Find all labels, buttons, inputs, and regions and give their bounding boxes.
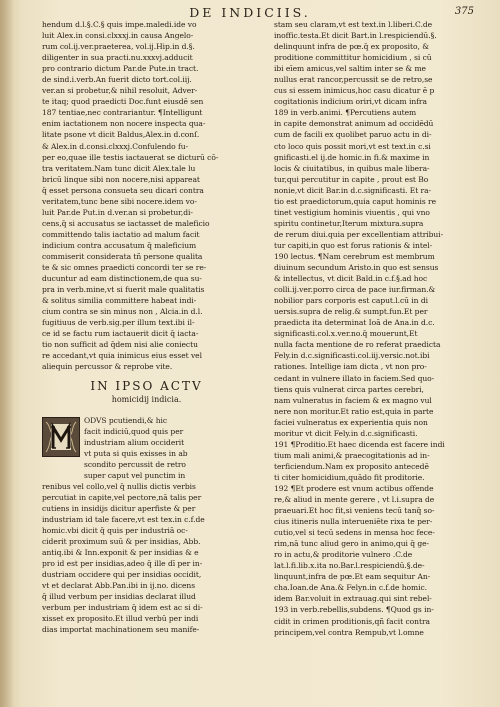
text-line: percutiat in capite,vel pectore,nā talis per <box>42 492 202 502</box>
text-line: nulla facta mentione de ro referat praedicta <box>274 340 441 350</box>
left-column-text-top <box>42 19 251 373</box>
text-line: scondito percussit de retro <box>84 459 186 469</box>
text-line: 189 in verb.animi. ¶Percutiens autem <box>274 108 417 118</box>
text-line: tio non sufficit ad q̄dem nisi alie coniectu <box>42 340 198 350</box>
text-line: gnificasti.el ij.de homic.in fi.& maxime in <box>274 152 430 162</box>
text-line: hendum d.l.§.C.§ quis impe.maledi.ide vo <box>42 20 197 29</box>
text-line: idem Bar.voluit in extrauag.qui sint rebel- <box>274 594 432 604</box>
text-line: diuinum secundum Aristo.in quo est sensus <box>274 263 439 273</box>
initial-letter-m-icon <box>43 418 79 456</box>
decorated-initial-m-icon <box>42 417 80 457</box>
running-head <box>0 4 500 20</box>
text-line: nam vulneratus in faciem & ex magno vul <box>274 395 432 405</box>
text-line: 187 tentiae,nec contrariantur. ¶Intelligunt <box>42 108 203 118</box>
text-line: 191 ¶Proditio.Et haec dicenda est facere indi <box>274 439 445 449</box>
text-line: re accedant,vt quia inimicus eius esset vel <box>42 351 202 361</box>
text-line: & solitus similia committere habeat indi- <box>42 296 197 306</box>
text-line: renibus vel collo,vel q̄ nullis dictis verbis <box>42 481 196 491</box>
text-line: de rerum diui.quia per excellentiam attribui- <box>274 229 444 239</box>
text-line: per eo,quae ille testis iactauerat se dicturū cō- <box>42 152 219 162</box>
text-line: q̄ esset persona consueta seu dicari contra <box>42 185 204 195</box>
text-line: re,& aliud in mente gerere , vt l.i.supra de <box>274 495 435 505</box>
text-line: tinet vestigium hominis viuentis , qui vno <box>274 207 430 217</box>
text-line: ducuntur ad eam distinctionem,de qua su- <box>42 274 202 284</box>
running-title: DE INDICIIS. <box>189 5 311 20</box>
left-column <box>42 19 251 635</box>
text-line: super caput vel punctim in <box>84 470 186 480</box>
text-line: vt puta si quis exisses in ab <box>84 448 188 458</box>
text-line: moritur vt dicit Fely.in d.c.significasti. <box>274 428 418 438</box>
text-line: delinquunt infra de pœ.q̄ ex proposito, & <box>274 42 429 52</box>
text-line: terficiendum.Nam ex proposito antecedē <box>274 461 429 471</box>
section-heading: IN IPSO ACTV <box>90 378 203 393</box>
text-line: cto loco quis possit mori,vt est text.in c.si <box>274 141 431 151</box>
text-line: ver.an si probetur,& nihil resoluit, Adver- <box>42 86 198 96</box>
text-line: ce id se factu rum iactauerit dicit q̄ iacta- <box>42 329 199 339</box>
text-line: significasti.col.x.ver.no.q̄ mouerunt,Et <box>274 329 418 339</box>
text-line: committendo talis iactatio ad malum facit <box>42 229 200 239</box>
text-line: & Alex.in d.consi.clxxxj.Confulendo fu- <box>42 141 189 151</box>
text-line: ODVS pcutiendi,& hic <box>84 415 168 425</box>
gutter-shadow <box>0 0 14 707</box>
text-line: uersis.supra de relig.& sumpt.fun.Et per <box>274 307 428 317</box>
text-line: tra veritatem.Nam tunc dicit Alex.tale lu <box>42 163 196 173</box>
text-line: nere non moritur.Et ratio est,quia in parte <box>274 406 434 416</box>
text-line: cha.Ioan.de Ana.& Felyn.in c.f.de homic. <box>274 583 428 593</box>
text-line: commiserit considerata tñ persone qualita <box>42 251 203 261</box>
text-line: te itaq; quod praedicti Doc.funt eiusdē sen <box>42 97 204 107</box>
text-line: cius itineris nulla interueniēte rixa te per- <box>274 517 433 527</box>
text-line: & intellectus, vt dicit Bald.in c.f.§.ad hoc <box>274 274 428 284</box>
text-line: antiq.ibi & Inn.exponit & per insidias & e <box>42 548 199 558</box>
text-line: nobilior pars corporis est caput.l.cū in di <box>274 296 428 306</box>
text-line: 192 ¶Et prodere est vnum actibus offende <box>274 483 434 493</box>
text-line: cens,q̄ si accusatus se iactasset de maleficio <box>42 218 210 228</box>
text-line: faciei vulneratus ex experientia quis non <box>274 417 428 427</box>
text-line: tur capiti,in quo est forus rationis & intel- <box>274 240 433 250</box>
text-line: q̄ illud verbum per insidias declarat illud <box>42 592 196 602</box>
text-line: luit Alex.in consi.clxxxj.in causa Angelo- <box>42 31 194 41</box>
text-line: Fely.in d.c.significasti.col.iij.versic.not.ibi <box>274 351 430 361</box>
text-line: ti citer homicidium,quādo fit proditorie. <box>274 472 425 482</box>
text-line: vt et declarat Abb.Pan.ibi in ij.no. dicens <box>42 581 196 591</box>
text-line: spiritu continetur,Iterum mixtura.supra <box>274 218 424 228</box>
section-subheading: homicidij indicia. <box>111 394 182 404</box>
text-line: praedicta ita determinat Ioā de Ana.in d.c. <box>274 318 435 328</box>
text-line: indicium contra accusatum q̄ maleficium <box>42 240 197 250</box>
text-line: stam seu claram,vt est text.in l.liberi.C.de <box>274 20 433 29</box>
text-line: enim iactationem non nocere inspecta qua- <box>42 119 206 129</box>
text-line: linquunt,infra de pœ.Et eam sequitur An- <box>274 572 431 582</box>
text-line: cus si essem inimicus,hoc casu dicatur ē p <box>274 86 435 96</box>
page-number: 375 <box>454 6 474 17</box>
text-line: in capite demonstrat animum ad occidēdū <box>274 119 434 129</box>
text-line: veritatem,tunc bene sibi nocere.idem vo- <box>42 196 197 206</box>
text-line: diligenter in sua practi.nu.xxxvj.adducit <box>42 53 193 63</box>
text-line: colli.ij.ver.porro circa de pace iur.firman.& <box>274 285 436 295</box>
text-line: praeuari.Et hoc fit,si veniens tecū tanq̄ so- <box>274 506 435 516</box>
drop-cap-paragraph <box>42 415 251 636</box>
text-line: tiens quis vulnerat circa partes cerebri, <box>274 384 424 394</box>
text-line: litate psone vt dicit Baldus,Alex.in d.conſ. <box>42 130 200 140</box>
text-line: cium contra se sin minus non , Alcia.in d.l. <box>42 307 203 317</box>
text-line: dias importat machinationem seu manife- <box>42 625 200 635</box>
text-line: dustriam occidere qui per insidias occidit, <box>42 570 202 580</box>
text-line: ciderit proximum suū & per insidias, Abb. <box>42 537 201 547</box>
text-line: cutiens in insidijs dicitur aperfiste & per <box>42 503 196 513</box>
text-line: industriam alium occiderit <box>84 437 185 447</box>
text-line: tur,qui percutitur in capite , prout est Bo <box>274 174 429 184</box>
right-column <box>274 19 483 638</box>
text-line: facit indiciū,quod quis per <box>84 426 184 436</box>
text-line: nullus erat rancor,percussit se de retro,se <box>274 75 433 85</box>
text-line: de sind.i.verb.An fuerit dicto tort.col.iij. <box>42 75 192 85</box>
text-line: pro contrario dictum Par.de Pute.in tract. <box>42 64 199 74</box>
text-line: pra in verb.mine,vt si fuerit male qualitatis <box>42 285 205 295</box>
text-line: lat.l.fi.lib.x.ita no.Bar.l.respiciendū.§.de- <box>274 561 425 571</box>
text-line: bricū linque sibi non nocere,nisi appareat <box>42 174 200 184</box>
text-line: cutio,vel si tecū sedens in mensa hoc fece- <box>274 528 435 538</box>
text-line: rum col.ij.ver.praeterea, vol.ij.Hip.in d.§. <box>42 42 195 52</box>
text-line: inoffic.testa.Et dicit Bart.in l.respiciendū.§. <box>274 31 437 41</box>
text-line: homic.vbi dicit q̄ quis per industriā oc- <box>42 525 188 535</box>
text-line: cogitationis indicium oriri,vt dicam infra <box>274 97 427 107</box>
text-line: aliequin percussor & reprobe vite. <box>42 362 173 372</box>
text-line: rim,nā tunc aliud gero in animo,qui q̄ ge- <box>274 539 430 549</box>
text-line: nonie,vt dicit Bar.in d.c.significasti. Et ra- <box>274 185 432 195</box>
text-line: 190 lectus. ¶Nam cerebrum est membrum <box>274 251 435 261</box>
text-line: locis & ciuitatibus, in quibus male libera- <box>274 163 430 173</box>
text-line: te & sic omnes praedicti concordi ter se re- <box>42 263 207 273</box>
text-line: ro in actu,& proditorie vulnero .C.de <box>274 550 413 560</box>
text-line: xisset ex proposito.Et illud verbū per indi <box>42 614 199 624</box>
text-line: principem,vel contra Rempub,vt l.omne <box>274 627 424 637</box>
text-line: cum de facili ex quolibet paruo actu in di- <box>274 130 432 140</box>
text-line: industriam id tale facere,vt est tex.in c.f.de <box>42 514 205 524</box>
text-line: tio est praedictorum,quia caput hominis re <box>274 196 436 206</box>
text-line: fugitiuus de verb.sig.per illum text.ibi il- <box>42 318 195 328</box>
text-line: rationes. Intellige iam dicta , vt non pro- <box>274 362 427 372</box>
text-line: verbum per industriam q̄ idem est ac si di- <box>42 603 203 613</box>
right-column-text <box>274 19 483 638</box>
text-line: ibi eīem amicus,vel saltim inter se & me <box>274 64 426 74</box>
text-line: proditione committitur homicidium , si cū <box>274 53 432 63</box>
text-line: 193 in verb.rebellis,subdens. ¶Quod gs in- <box>274 605 434 615</box>
text-line: cidit in crimen proditionis,qñ facit contra <box>274 616 430 626</box>
text-line: cedant in vulnere illato in faciem.Sed quo- <box>274 373 435 383</box>
text-line: tium mali animi,& praecogitationis ad in- <box>274 450 430 460</box>
text-line: luit Par.de Put.in d.ver.an si probetur,di- <box>42 207 193 217</box>
text-line: pro id est per insidias,adeo q̄ ille dī per in- <box>42 559 203 569</box>
